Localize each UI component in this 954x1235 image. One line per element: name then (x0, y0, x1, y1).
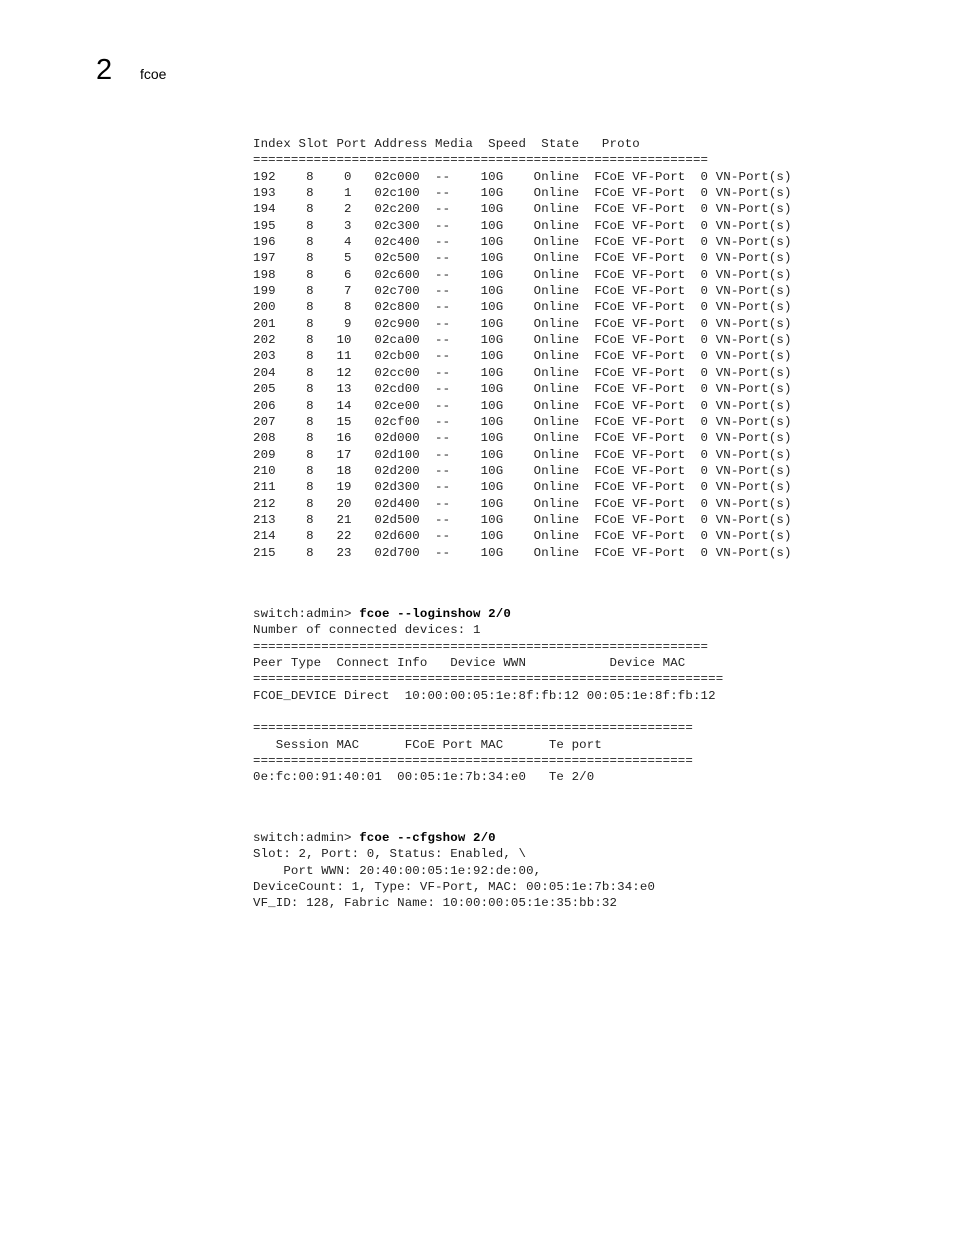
table-row: 201 8 9 02c900 -- 10G Online FCoE VF-Port 0 VN-Port(s) (253, 316, 792, 331)
device-count-line: Number of connected devices: 1 (253, 623, 481, 638)
command-prompt: switch:admin> (253, 607, 360, 621)
separator-line: ============================================================ (253, 639, 709, 654)
cfgshow-command: fcoe --cfgshow 2/0 (359, 831, 496, 845)
loginshow-output (253, 606, 723, 786)
table-row: 207 8 15 02cf00 -- 10G Online FCoE VF-Port 0 VN-Port(s) (253, 414, 792, 429)
session-table-header: Session MAC FCoE Port MAC Te port (253, 737, 602, 752)
table-row: 215 8 23 02d700 -- 10G Online FCoE VF-Port 0 VN-Port(s) (253, 545, 792, 560)
command-prompt: switch:admin> (253, 831, 360, 845)
table-row: 192 8 0 02c000 -- 10G Online FCoE VF-Port 0 VN-Port(s) (253, 169, 792, 184)
table-row: 199 8 7 02c700 -- 10G Online FCoE VF-Port 0 VN-Port(s) (253, 284, 792, 299)
port-table-output (253, 136, 792, 561)
separator-line: ========================================================== (253, 721, 693, 736)
chapter-number: 2 (96, 54, 113, 86)
table-row: 203 8 11 02cb00 -- 10G Online FCoE VF-Port 0 VN-Port(s) (253, 349, 792, 364)
table-row: 193 8 1 02c100 -- 10G Online FCoE VF-Port 0 VN-Port(s) (253, 186, 792, 201)
table-row: 210 8 18 02d200 -- 10G Online FCoE VF-Port 0 VN-Port(s) (253, 463, 792, 478)
cfgshow-output (253, 830, 655, 912)
session-table-row: 0e:fc:00:91:40:01 00:05:1e:7b:34:e0 Te 2/0 (253, 770, 595, 785)
separator-line: ============================================================== (253, 672, 724, 687)
table-row: 197 8 5 02c500 -- 10G Online FCoE VF-Port 0 VN-Port(s) (253, 251, 792, 266)
cfg-line: Port WWN: 20:40:00:05:1e:92:de:00, (253, 863, 542, 878)
table-row: 202 8 10 02ca00 -- 10G Online FCoE VF-Port 0 VN-Port(s) (253, 333, 792, 348)
table-row: 208 8 16 02d000 -- 10G Online FCoE VF-Port 0 VN-Port(s) (253, 431, 792, 446)
table-row: 198 8 6 02c600 -- 10G Online FCoE VF-Port 0 VN-Port(s) (253, 267, 792, 282)
port-table-separator: ============================================================ (253, 153, 709, 168)
table-row: 194 8 2 02c200 -- 10G Online FCoE VF-Port 0 VN-Port(s) (253, 202, 792, 217)
separator-line: ========================================================== (253, 754, 693, 769)
port-table-header: Index Slot Port Address Media Speed State Proto (253, 137, 640, 151)
table-row: 209 8 17 02d100 -- 10G Online FCoE VF-Port 0 VN-Port(s) (253, 447, 792, 462)
chapter-title: fcoe (140, 66, 167, 82)
table-row: 196 8 4 02c400 -- 10G Online FCoE VF-Port 0 VN-Port(s) (253, 235, 792, 250)
cfg-line: VF_ID: 128, Fabric Name: 10:00:00:05:1e:35:bb:32 (253, 896, 618, 911)
table-row: 205 8 13 02cd00 -- 10G Online FCoE VF-Port 0 VN-Port(s) (253, 382, 792, 397)
table-row: 200 8 8 02c800 -- 10G Online FCoE VF-Port 0 VN-Port(s) (253, 300, 792, 315)
table-row: 206 8 14 02ce00 -- 10G Online FCoE VF-Port 0 VN-Port(s) (253, 398, 792, 413)
peer-table-header: Peer Type Connect Info Device WWN Device MAC (253, 656, 686, 671)
table-row: 195 8 3 02c300 -- 10G Online FCoE VF-Port 0 VN-Port(s) (253, 218, 792, 233)
table-row: 213 8 21 02d500 -- 10G Online FCoE VF-Port 0 VN-Port(s) (253, 512, 792, 527)
cfg-line: Slot: 2, Port: 0, Status: Enabled, \ (253, 847, 527, 862)
peer-table-row: FCOE_DEVICE Direct 10:00:00:05:1e:8f:fb:12 00:05:1e:8f:fb:12 (253, 688, 716, 703)
table-row: 204 8 12 02cc00 -- 10G Online FCoE VF-Port 0 VN-Port(s) (253, 365, 792, 380)
cfg-line: DeviceCount: 1, Type: VF-Port, MAC: 00:05:1e:7b:34:e0 (253, 880, 656, 895)
table-row: 211 8 19 02d300 -- 10G Online FCoE VF-Port 0 VN-Port(s) (253, 480, 792, 495)
loginshow-command: fcoe --loginshow 2/0 (359, 607, 511, 621)
table-row: 212 8 20 02d400 -- 10G Online FCoE VF-Port 0 VN-Port(s) (253, 496, 792, 511)
table-row: 214 8 22 02d600 -- 10G Online FCoE VF-Port 0 VN-Port(s) (253, 529, 792, 544)
